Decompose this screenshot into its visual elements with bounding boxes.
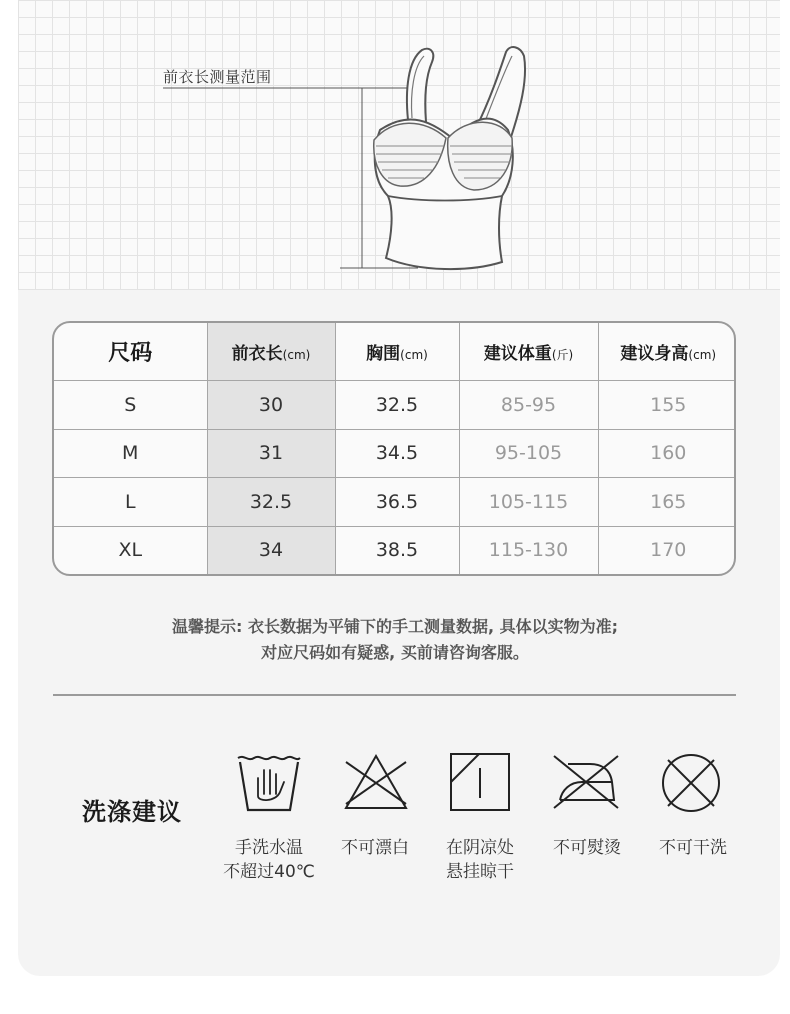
care-label-no-bleach	[316, 836, 434, 860]
cell-weight: 85-95	[459, 381, 598, 430]
no-dry-clean-icon	[660, 752, 722, 814]
cell-front-length: 32.5	[207, 478, 335, 527]
shade-dry-icon	[449, 752, 511, 812]
no-iron-icon	[550, 752, 622, 812]
header-weight-unit: (斤)	[551, 348, 574, 362]
header-weight-label: 建议体重	[483, 344, 552, 364]
table-header-row	[54, 323, 736, 381]
cell-weight: 95-105	[459, 429, 598, 478]
care-label-line: 不超过40℃	[223, 862, 315, 882]
care-title: 洗涤建议	[82, 798, 182, 826]
table-row	[54, 478, 736, 527]
garment-illustration	[0, 0, 790, 290]
table-row	[54, 526, 736, 574]
care-label-no-dry-clean	[634, 836, 752, 860]
header-chest-unit: (cm)	[400, 348, 428, 362]
care-label-line: 不可干洗	[659, 838, 727, 858]
care-label-line: 在阴凉处	[446, 838, 514, 858]
cell-chest: 34.5	[335, 429, 459, 478]
cell-height: 170	[650, 539, 687, 562]
header-height	[598, 323, 736, 381]
care-label-shade-dry	[421, 836, 539, 884]
tip-line-1: 温馨提示: 衣长数据为平铺下的手工测量数据, 具体以实物为准;	[171, 617, 619, 636]
cell-height: 165	[598, 478, 736, 527]
no-bleach-icon	[342, 752, 410, 812]
header-height-unit: (cm)	[688, 348, 717, 362]
care-label-no-iron	[528, 836, 646, 860]
cell-size: L	[54, 478, 207, 527]
header-chest-label: 胸围	[366, 344, 401, 364]
cell-size: XL	[54, 526, 207, 574]
section-divider	[53, 694, 736, 696]
tip-line-2: 对应尺码如有疑惑, 买前请咨询客服。	[261, 643, 529, 662]
header-chest	[335, 323, 459, 381]
cell-size: M	[54, 429, 207, 478]
care-label-hand-wash	[210, 836, 328, 884]
cell-size: S	[54, 381, 207, 430]
cell-weight: 105-115	[459, 478, 598, 527]
cell-front-length: 31	[207, 429, 335, 478]
header-front-length	[207, 323, 335, 381]
header-size: 尺码	[54, 323, 207, 381]
cell-height: 155	[598, 381, 736, 430]
header-front-length-label: 前衣长	[231, 344, 283, 364]
hand-wash-icon	[236, 752, 302, 814]
header-height-label: 建议身高	[620, 344, 689, 364]
cell-front-length: 30	[207, 381, 335, 430]
table-row	[54, 429, 736, 478]
care-label-line: 悬挂晾干	[446, 862, 514, 882]
table-row	[54, 381, 736, 430]
size-chart-table	[52, 321, 736, 576]
cell-front-length: 34	[207, 526, 335, 574]
cell-height: 160	[598, 429, 736, 478]
measure-range-label: 前衣长测量范围	[163, 68, 272, 86]
cell-chest: 32.5	[335, 381, 459, 430]
cell-chest: 36.5	[335, 478, 459, 527]
header-front-length-unit: (cm)	[282, 348, 311, 362]
header-weight	[459, 323, 598, 381]
care-label-line: 手洗水温	[235, 838, 303, 858]
care-label-line: 不可漂白	[341, 838, 409, 858]
cell-weight: 115-130	[459, 526, 598, 574]
care-label-line: 不可熨烫	[553, 838, 621, 858]
cell-chest: 38.5	[335, 526, 459, 574]
